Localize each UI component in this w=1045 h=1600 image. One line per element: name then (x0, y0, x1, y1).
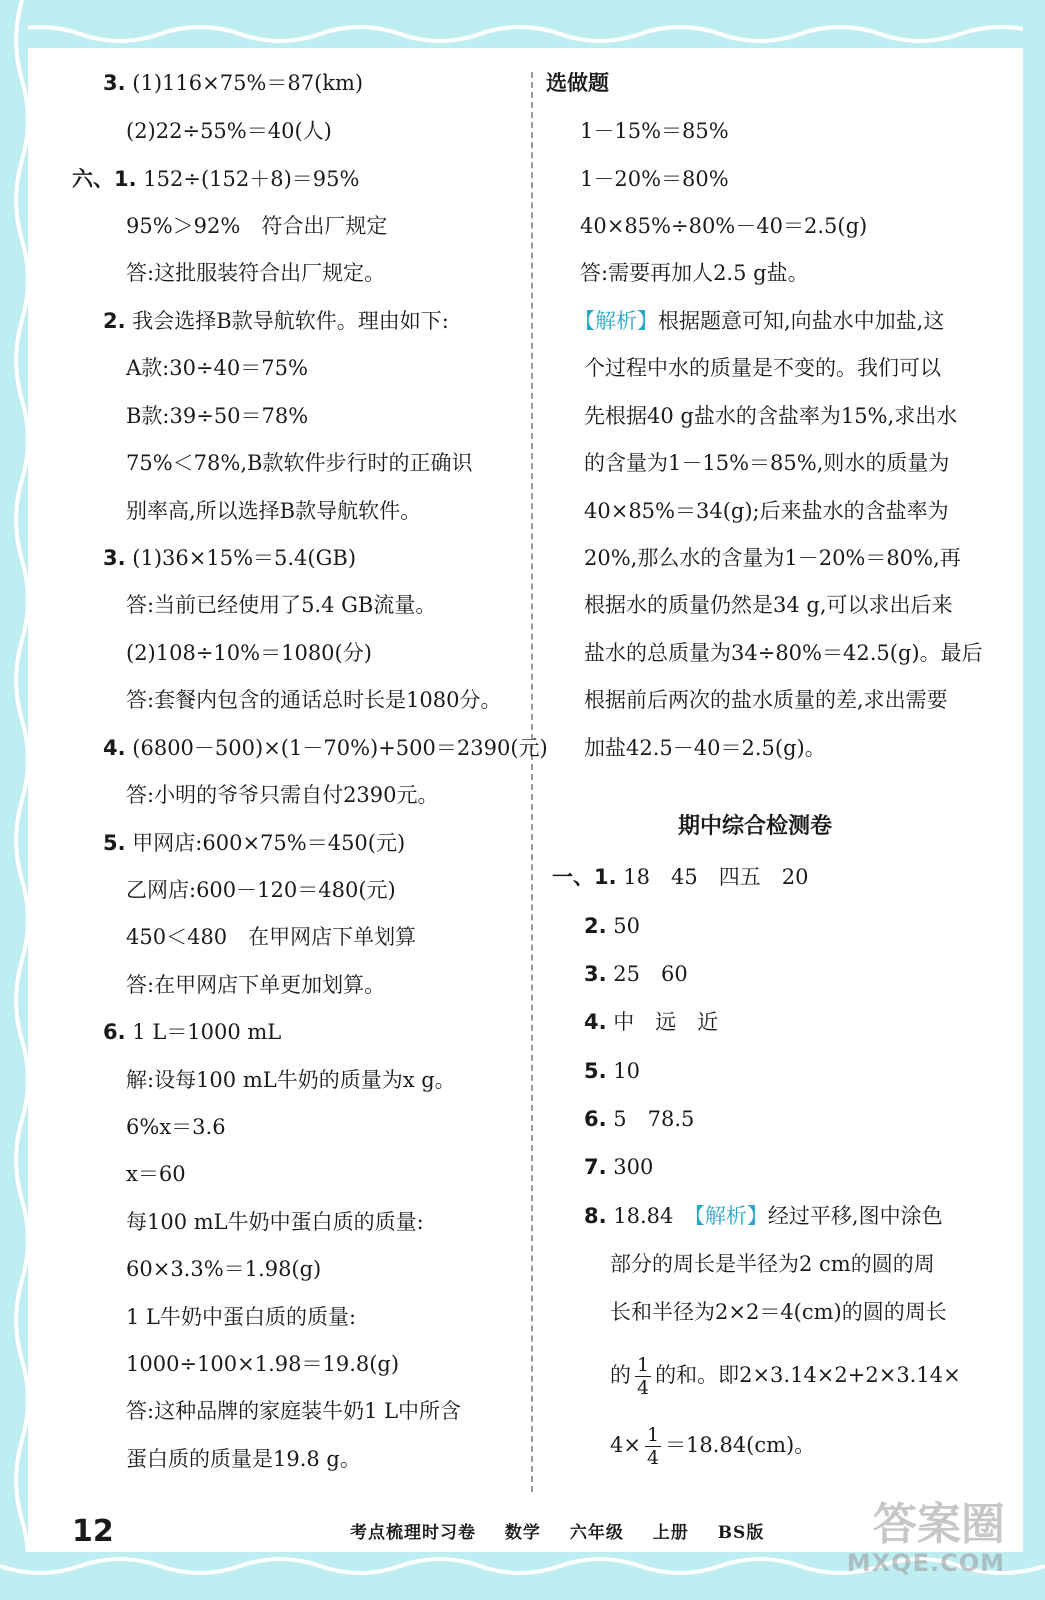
analysis-line: 加盐42.5－40＝2.5(g)。 (584, 736, 826, 760)
answer-line: 40×85%÷80%－40＝2.5(g) (580, 214, 868, 238)
fraction: $\frac{1}{4}$ (646, 1424, 660, 1469)
answer-line: 8. 18.84 【解析】经过平移,图中涂色 (584, 1204, 943, 1228)
answer-line: A款:30÷40＝75% (126, 356, 308, 380)
fraction: $\frac{1}{4}$ (637, 1354, 650, 1399)
analysis-tag: 【解析】 (574, 309, 658, 333)
answer-line: 答:这种品牌的家庭装牛奶1 L中所含 (126, 1399, 462, 1423)
analysis-line: 20%,那么水的含量为1－20%＝80%,再 (584, 546, 961, 570)
analysis-line: 根据水的质量仍然是34 g,可以求出后来 (584, 593, 953, 617)
optional-section-title: 选做题 (546, 71, 609, 95)
answer-line: 每100 mL牛奶中蛋白质的质量: (126, 1210, 424, 1234)
answer-line: 蛋白质的质量是19.8 g。 (126, 1447, 361, 1471)
answer-line: (2)22÷55%＝40(人) (126, 119, 332, 143)
answer-line: 95%＞92% 符合出厂规定 (126, 214, 388, 238)
analysis-line: 部分的周长是半径为2 cm的圆的周 (610, 1252, 935, 1276)
answer-line: 1000÷100×1.98＝19.8(g) (126, 1352, 400, 1376)
analysis-line: 的 $\frac{1}{4}$ 的和。即2×3.14×2+2×3.14× (610, 1354, 961, 1399)
analysis-line: 的含量为1－15%＝85%,则水的质量为 (584, 451, 950, 475)
edition-label: BS版 (717, 1523, 765, 1543)
answer-line: 解:设每100 mL牛奶的质量为x g。 (126, 1068, 456, 1092)
answer-line: 答:当前已经使用了5.4 GB流量。 (126, 593, 437, 617)
answer-line: 5. 10 (584, 1059, 641, 1083)
analysis-line: 【解析】根据题意可知,向盐水中加盐,这 (574, 309, 945, 333)
answer-line: 一、1. 18 45 四五 20 (552, 865, 809, 889)
answer-line: 4. (6800－500)×(1－70%)+500＝2390(元) (103, 736, 548, 760)
decorative-border-left (0, 0, 28, 1600)
answer-line: 1 L牛奶中蛋白质的质量: (126, 1305, 357, 1329)
analysis-line: 根据前后两次的盐水质量的差,求出需要 (584, 688, 948, 712)
answer-line: 60×3.3%＝1.98(g) (126, 1257, 322, 1281)
answer-line: 7. 300 (584, 1155, 654, 1179)
watermark-logo: 答案圈 MXQE.COM (846, 1499, 1005, 1577)
answer-line: 4. 中 远 近 (584, 1010, 719, 1034)
answer-line: x＝60 (126, 1162, 186, 1186)
answer-line: 450＜480 在甲网店下单划算 (126, 925, 417, 949)
column-divider (531, 72, 533, 1492)
analysis-line: 长和半径为2×2＝4(cm)的圆的周长 (610, 1300, 947, 1324)
analysis-line: 40×85%＝34(g);后来盐水的含盐率为 (584, 499, 949, 523)
analysis-tag: 【解析】 (694, 1204, 768, 1228)
exam-section-title: 期中综合检测卷 (678, 814, 833, 839)
grade-label: 六年级 (569, 1523, 624, 1543)
answer-line: 75%＜78%,B款软件步行时的正确识 (126, 451, 473, 475)
decorative-border-right (1023, 0, 1045, 1600)
analysis-line: 个过程中水的质量是不变的。我们可以 (584, 356, 941, 380)
answer-line: 答:小明的爷爷只需自付2390元。 (126, 783, 439, 807)
answer-line: 答:这批服装符合出厂规定。 (126, 261, 386, 285)
answer-line: 3. (1)36×15%＝5.4(GB) (103, 546, 357, 570)
answer-line: 六、1. 152÷(152＋8)＝95% (72, 167, 360, 191)
analysis-line: 4× $\frac{1}{4}$ ＝18.84(cm)。 (610, 1424, 816, 1469)
answer-line: 别率高,所以选择B款导航软件。 (126, 499, 422, 523)
answer-line: 2. 我会选择B款导航软件。理由如下: (103, 309, 449, 333)
answer-line: 5. 甲网店:600×75%＝450(元) (103, 831, 406, 855)
page-number: 12 (72, 1514, 114, 1549)
decorative-border-top (0, 0, 1045, 48)
answer-line: B款:39÷50＝78% (126, 404, 309, 428)
answer-line: 1－15%＝85% (580, 119, 729, 143)
answer-line: 乙网店:600－120＝480(元) (126, 878, 396, 902)
answer-line: 3. 25 60 (584, 962, 688, 986)
answer-line: 2. 50 (584, 914, 641, 938)
subject-label: 数学 (504, 1523, 541, 1543)
answer-line: 3. (1)116×75%＝87(km) (103, 71, 364, 95)
page-footer (350, 1518, 786, 1543)
volume-label: 上册 (652, 1523, 689, 1543)
answer-line: 6. 1 L＝1000 mL (103, 1020, 282, 1044)
analysis-line: 盐水的总质量为34÷80%＝42.5(g)。最后 (584, 641, 983, 665)
book-title: 考点梳理时习卷 (350, 1523, 476, 1543)
answer-line: 答:在甲网店下单更加划算。 (126, 973, 386, 997)
answer-line: 答:需要再加人2.5 g盐。 (580, 261, 809, 285)
analysis-line: 先根据40 g盐水的含盐率为15%,求出水 (584, 404, 958, 428)
answer-line: 答:套餐内包含的通话总时长是1080分。 (126, 688, 502, 712)
answer-line: (2)108÷10%＝1080(分) (126, 641, 372, 665)
answer-line: 1－20%＝80% (580, 167, 729, 191)
answer-line: 6. 5 78.5 (584, 1107, 695, 1131)
answer-line: 6%x＝3.6 (126, 1115, 226, 1139)
